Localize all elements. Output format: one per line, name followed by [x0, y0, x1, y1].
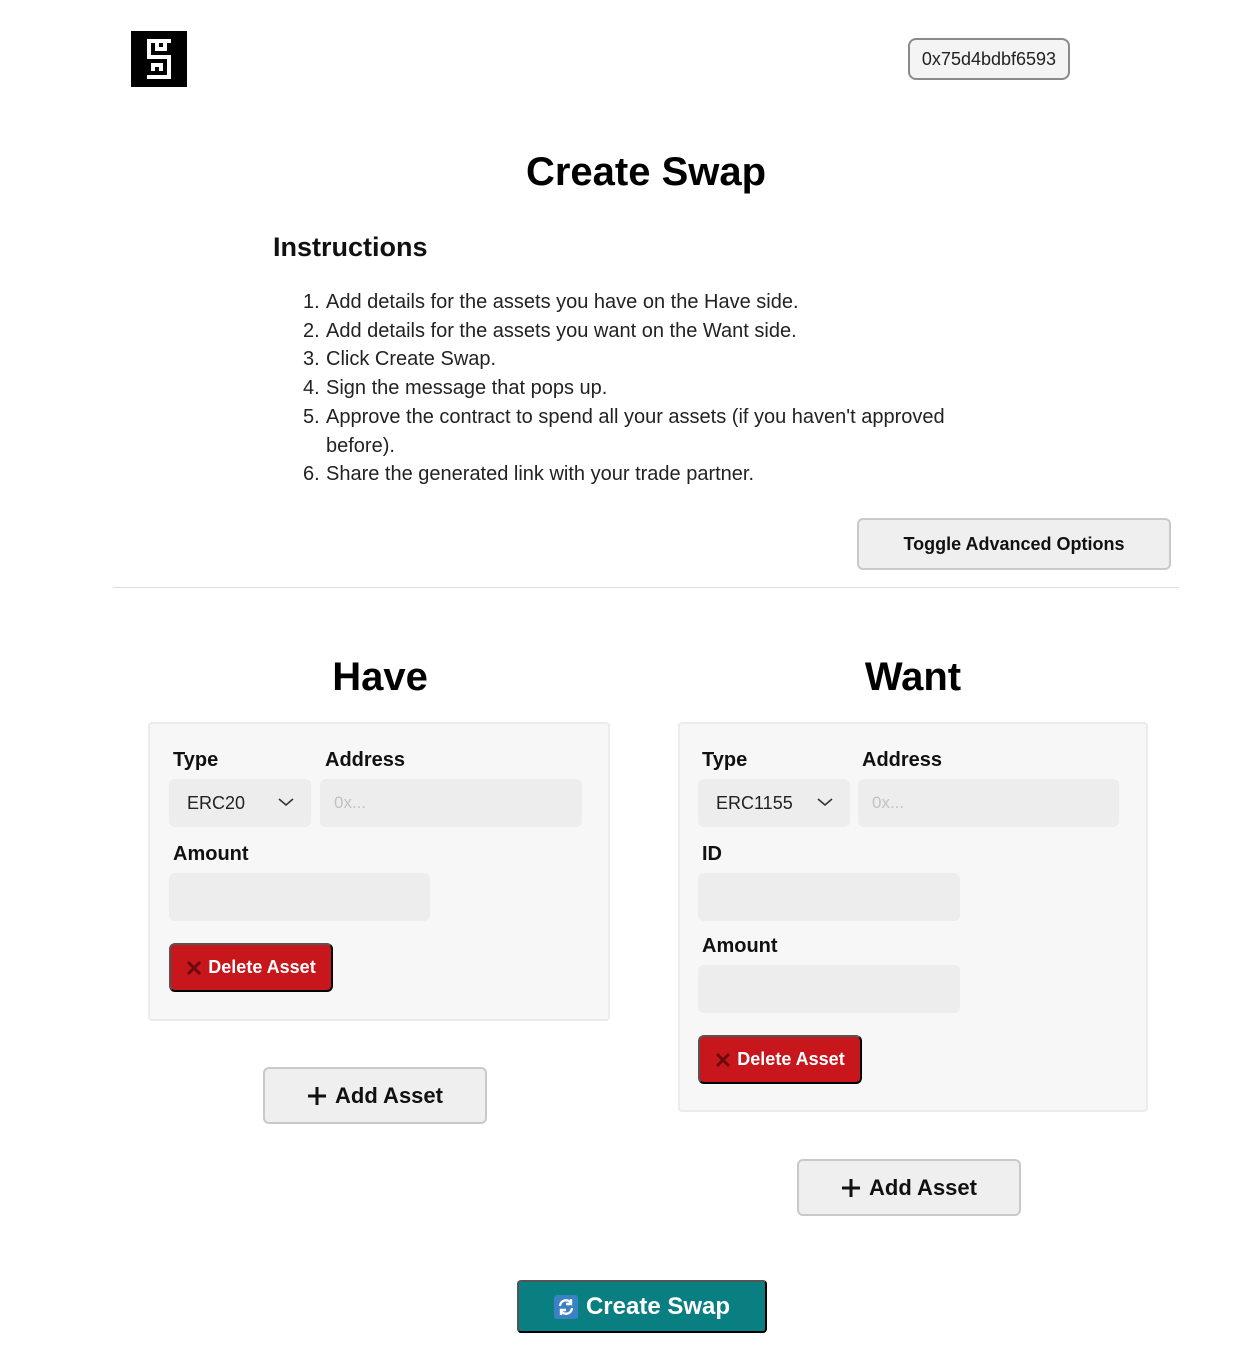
have-type-select[interactable]: [169, 779, 311, 827]
instruction-step: 6. Share the generated link with your trade partner.: [303, 463, 755, 486]
chevron-down-icon: [816, 796, 834, 808]
instructions-heading: Instructions: [273, 232, 428, 262]
refresh-icon: [554, 1295, 578, 1319]
want-delete-asset-button[interactable]: Delete Asset: [698, 1035, 862, 1084]
have-add-asset-button[interactable]: Add Asset: [263, 1067, 487, 1124]
page-title: Create Swap: [525, 150, 767, 194]
want-id-label: ID: [702, 843, 722, 865]
wallet-address-button[interactable]: 0x75d4bdbf6593: [908, 38, 1070, 80]
want-type-value: ERC1155: [716, 792, 793, 813]
want-type-label: Type: [702, 749, 748, 771]
have-address-label: Address: [325, 749, 406, 771]
create-swap-button[interactable]: Create Swap: [517, 1280, 767, 1333]
plus-icon: [307, 1086, 327, 1106]
want-add-asset-button[interactable]: Add Asset: [797, 1159, 1021, 1216]
instruction-step: 2. Add details for the assets you want on the Want side.: [303, 319, 797, 342]
instruction-step: 3. Click Create Swap.: [303, 348, 497, 371]
want-title: Want: [864, 655, 962, 699]
close-x-icon: [186, 960, 202, 976]
instructions-list: [303, 288, 983, 489]
instruction-step: 1. Add details for the assets you have on the Have side.: [303, 291, 799, 313]
have-amount-input[interactable]: [169, 873, 430, 921]
section-divider: [113, 587, 1179, 588]
have-address-input[interactable]: 0x...: [320, 779, 582, 827]
want-amount-label: Amount: [702, 935, 778, 957]
instruction-step: 5. Approve the contract to spend all your assets (if you haven't approved before).: [303, 405, 945, 457]
app-logo[interactable]: [131, 31, 187, 87]
want-amount-input[interactable]: [698, 965, 960, 1013]
toggle-advanced-options-button[interactable]: Toggle Advanced Options: [857, 518, 1171, 570]
want-address-label: Address: [862, 749, 943, 771]
close-x-icon: [715, 1052, 731, 1068]
want-address-input[interactable]: 0x...: [858, 779, 1119, 827]
have-amount-label: Amount: [173, 843, 249, 865]
plus-icon: [841, 1178, 861, 1198]
instruction-step: 4. Sign the message that pops up.: [303, 377, 608, 400]
want-id-input[interactable]: [698, 873, 960, 921]
have-title: Have: [332, 655, 428, 699]
have-type-label: Type: [173, 749, 219, 771]
have-delete-asset-button[interactable]: Delete Asset: [169, 943, 333, 992]
chevron-down-icon: [277, 796, 295, 808]
pixel-logo-icon: [131, 31, 187, 87]
have-type-value: ERC20: [187, 792, 246, 813]
want-type-select[interactable]: [698, 779, 850, 827]
